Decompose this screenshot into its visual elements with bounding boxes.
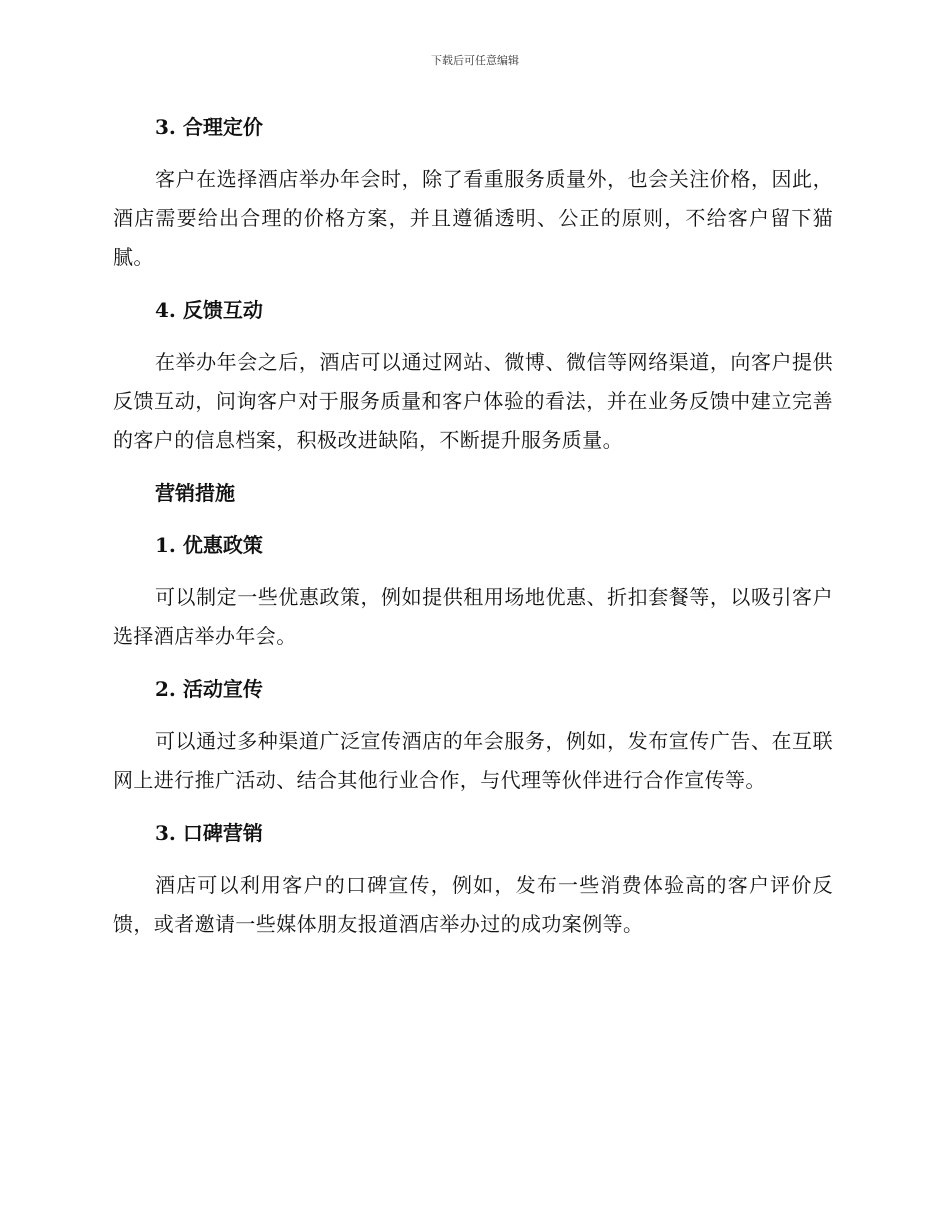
section-heading: 3. 合理定价 (155, 115, 263, 139)
section-paragraph: 客户在选择酒店举办年会时，除了看重服务质量外，也会关注价格，因此，酒店需要给出合理的价格方案，并且遵循透明、公正的原则，不给客户留下猫腻。 (113, 167, 833, 269)
document-body (113, 108, 833, 958)
section-heading: 1. 优惠政策 (155, 533, 263, 557)
section-paragraph: 在举办年会之后，酒店可以通过网站、微博、微信等网络渠道，向客户提供反馈互动，问询客户对于服务质量和客户体验的看法，并在业务反馈中建立完善的客户的信息档案，积极改进缺陷，不断提升服务质量。 (113, 350, 833, 452)
page-header: 下载后可任意编辑 (431, 54, 519, 67)
section-paragraph: 可以制定一些优惠政策，例如提供租用场地优惠、折扣套餐等，以吸引客户选择酒店举办年会。 (113, 585, 833, 648)
section-heading: 营销措施 (155, 481, 235, 505)
section-paragraph: 可以通过多种渠道广泛宣传酒店的年会服务，例如，发布宣传广告、在互联网上进行推广活动、结合其他行业合作，与代理等伙伴进行合作宣传等。 (113, 729, 833, 792)
section-paragraph: 酒店可以利用客户的口碑宣传，例如，发布一些消费体验高的客户评价反馈，或者邀请一些媒体朋友报道酒店举办过的成功案例等。 (113, 873, 833, 936)
section-heading: 3. 口碑营销 (155, 821, 263, 845)
section-heading: 4. 反馈互动 (155, 298, 263, 322)
section-heading: 2. 活动宣传 (155, 677, 263, 701)
